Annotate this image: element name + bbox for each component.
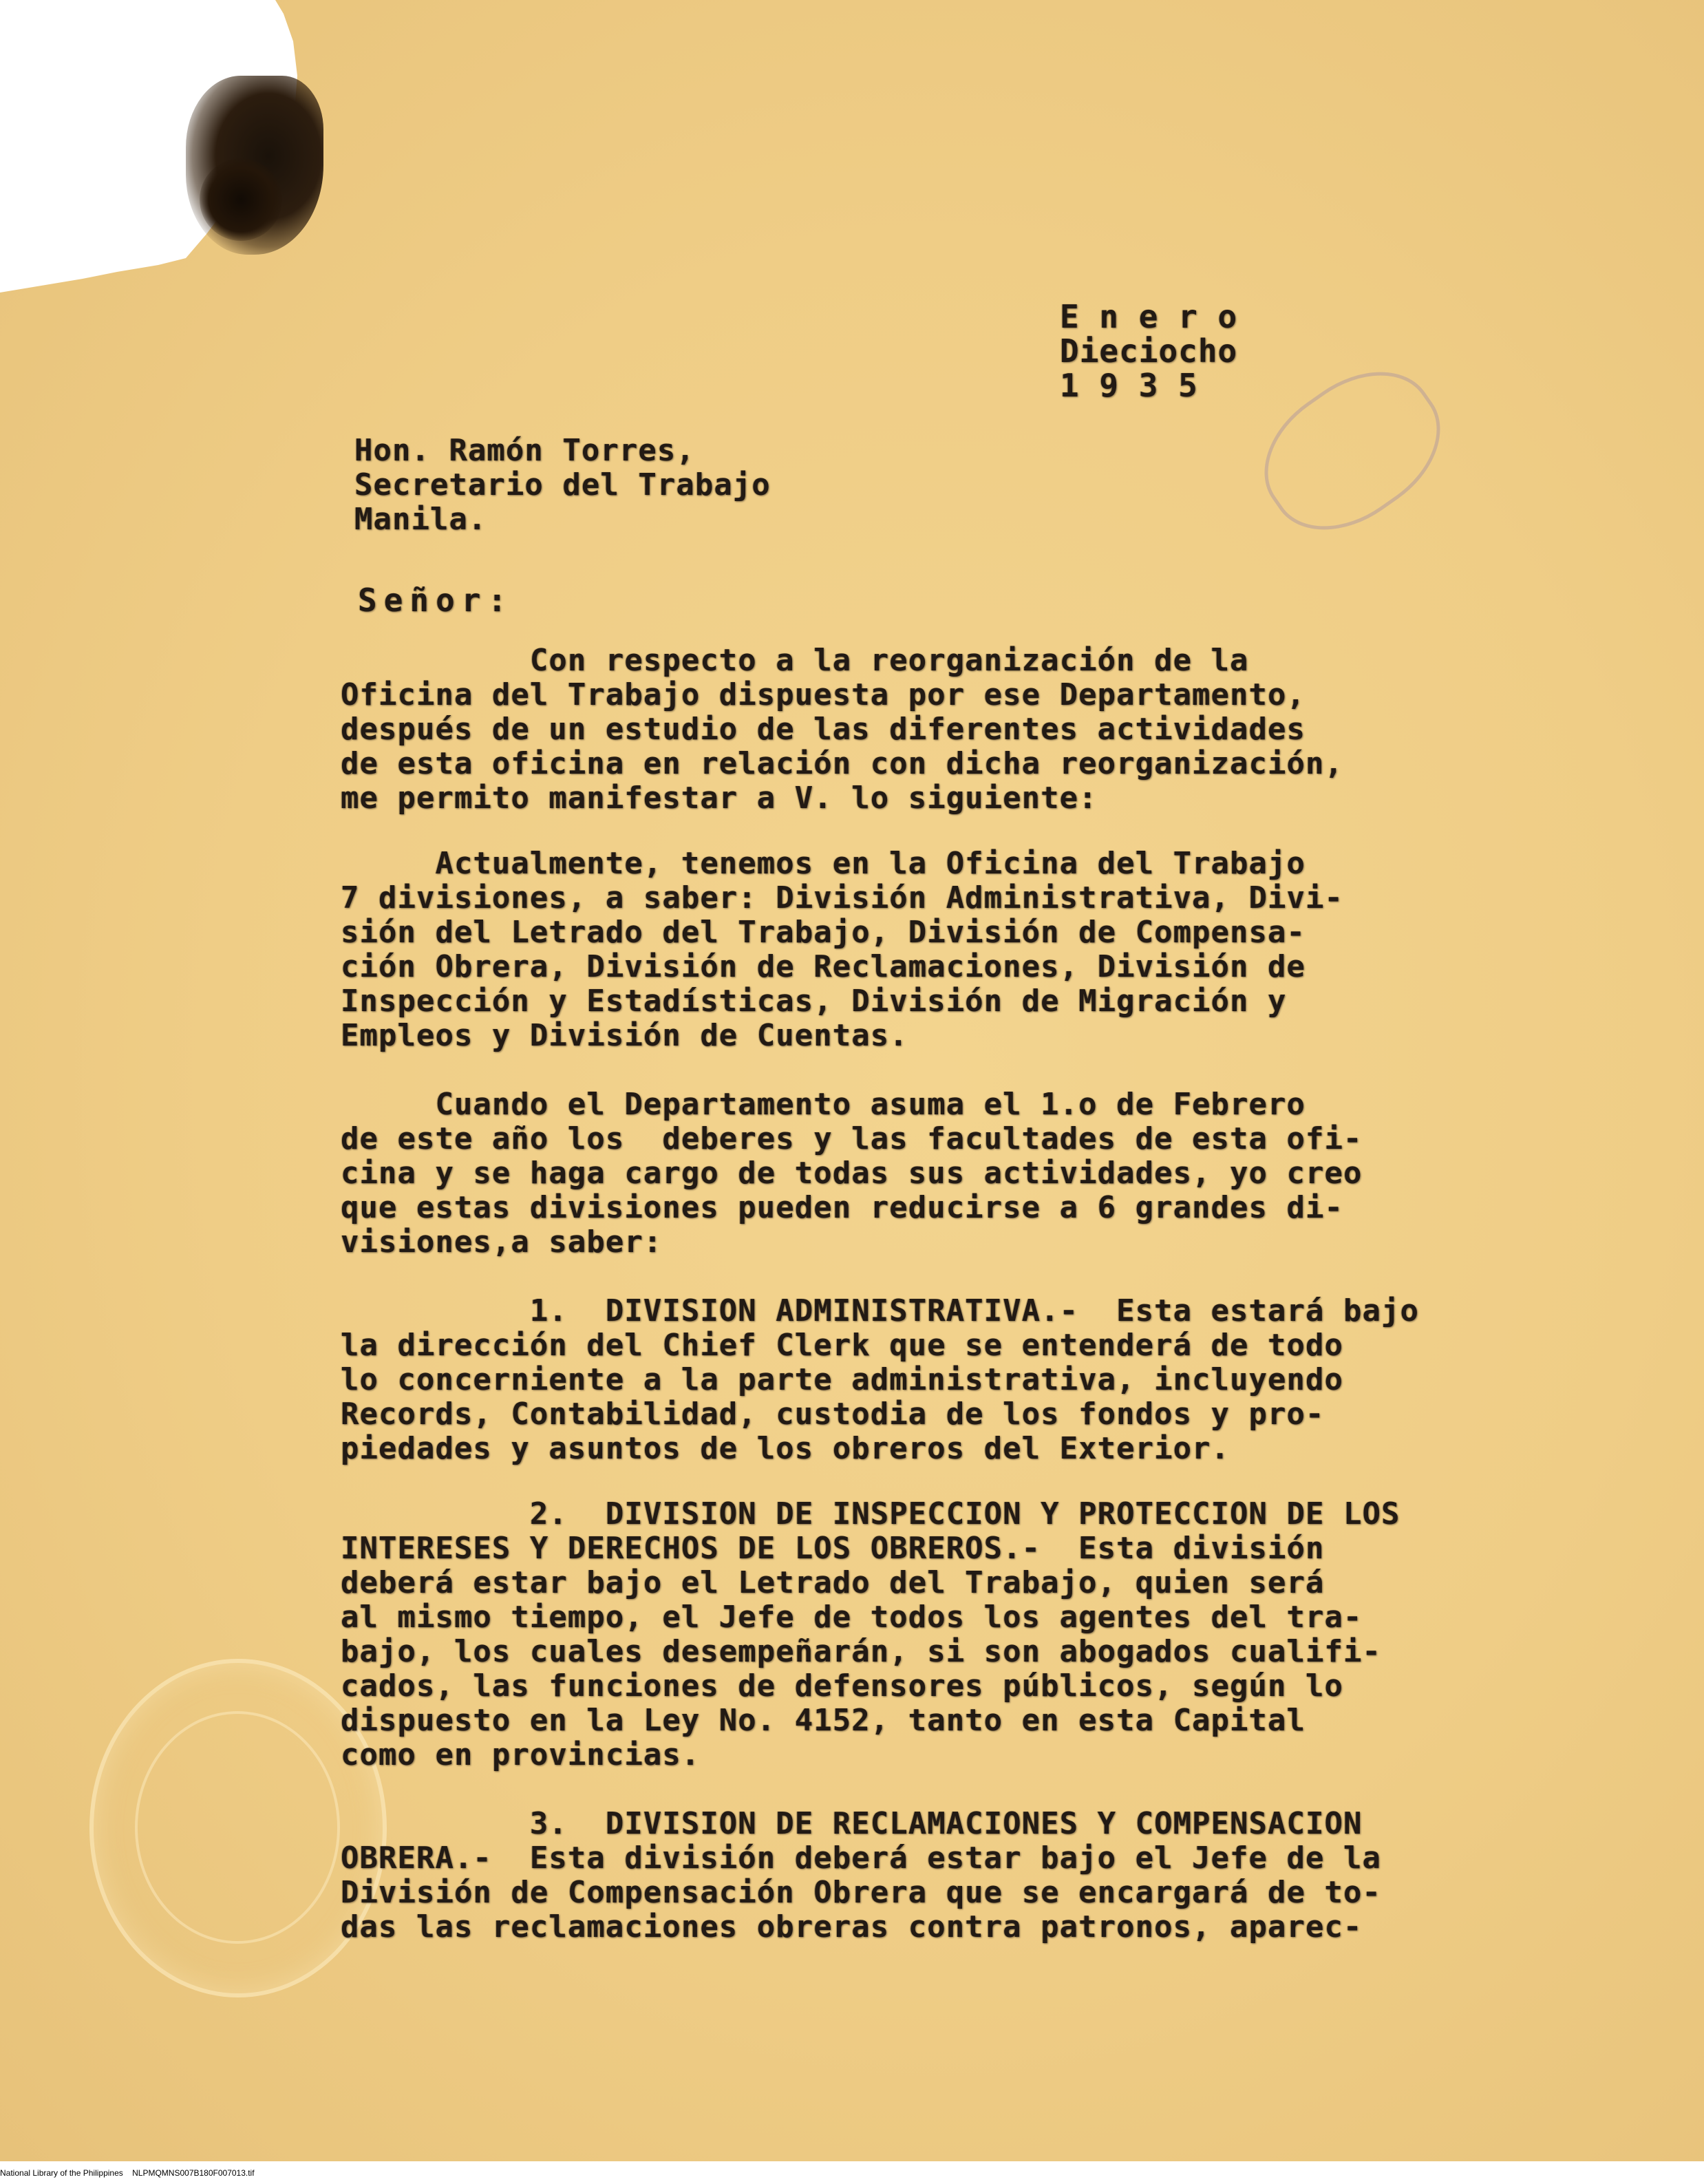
- paragraph-line: sión del Letrado del Trabajo, División de Compensa-: [341, 915, 1306, 950]
- letter-date: [1060, 299, 1237, 403]
- paragraph-line: dispuesto en la Ley No. 4152, tanto en esta Capital: [341, 1703, 1306, 1738]
- paragraph-line: me permito manifestar a V. lo siguiente:: [341, 781, 1098, 816]
- paragraph-line: Actualmente, tenemos en la Oficina del Trabajo: [341, 846, 1306, 881]
- date-month: E n e r o: [1060, 298, 1238, 335]
- paragraph-line: de este año los deberes y las facultades de esta ofi-: [341, 1121, 1363, 1156]
- paragraph-line: 2. DIVISION DE INSPECCION Y PROTECCION DE LOS: [341, 1496, 1401, 1531]
- paragraph-line: Empleos y División de Cuentas.: [341, 1018, 908, 1053]
- item-administrative-division: [341, 1294, 1497, 1466]
- paragraph-line: Con respecto a la reorganización de la: [341, 643, 1249, 678]
- item-claims-division: [341, 1807, 1497, 1944]
- paragraph-line: OBRERA.- Esta división deberá estar bajo el Jefe de la: [341, 1841, 1381, 1876]
- paragraph-line: 1. DIVISION ADMINISTRATIVA.- Esta estará bajo: [341, 1293, 1419, 1328]
- paragraph-line: lo concerniente a la parte administrativa, incluyendo: [341, 1362, 1343, 1397]
- paragraph-line: la dirección del Chief Clerk que se entenderá de todo: [341, 1328, 1343, 1363]
- paragraph-line: visiones,a saber:: [341, 1224, 663, 1260]
- paragraph-reduction: [341, 1088, 1497, 1260]
- paragraph-line: Records, Contabilidad, custodia de los fondos y pro-: [341, 1397, 1325, 1432]
- addressee-title: Secretario del Trabajo: [354, 467, 771, 502]
- date-year: 1 9 3 5: [1060, 367, 1198, 404]
- paragraph-line: después de un estudio de las diferentes actividades: [341, 712, 1306, 747]
- addressee-name: Hon. Ramón Torres,: [354, 433, 695, 468]
- paragraph-line: cados, las funciones de defensores públicos, según lo: [341, 1668, 1343, 1704]
- archive-footer: [0, 2168, 255, 2178]
- paragraph-line: INTERESES Y DERECHOS DE LOS OBREROS.- Esta división: [341, 1531, 1325, 1566]
- date-day: Dieciocho: [1060, 332, 1238, 370]
- paragraph-line: bajo, los cuales desempeñarán, si son abogados cualifi-: [341, 1634, 1381, 1669]
- addressee-city: Manila.: [354, 502, 487, 537]
- salutation: Señor:: [358, 582, 514, 619]
- paragraph-line: como en provincias.: [341, 1737, 701, 1772]
- paragraph-intro: [341, 644, 1497, 816]
- footer-library: National Library of the Philippines: [0, 2168, 123, 2178]
- paragraph-line: 7 divisiones, a saber: División Administrativa, Divi-: [341, 880, 1343, 915]
- paragraph-line: de esta oficina en relación con dicha reorganización,: [341, 746, 1343, 781]
- paragraph-line: que estas divisiones pueden reducirse a 6 grandes di-: [341, 1190, 1343, 1225]
- paragraph-line: División de Compensación Obrera que se encargará de to-: [341, 1875, 1381, 1910]
- paragraph-line: 3. DIVISION DE RECLAMACIONES Y COMPENSACION: [341, 1806, 1363, 1841]
- paragraph-line: deberá estar bajo el Letrado del Trabajo, quien será: [341, 1565, 1325, 1600]
- footer-filename: NLPMQMNS007B180F007013.tif: [132, 2168, 255, 2178]
- paragraph-line: al mismo tiempo, el Jefe de todos los agentes del tra-: [341, 1600, 1363, 1635]
- paragraph-line: piedades y asuntos de los obreros del Exterior.: [341, 1431, 1231, 1466]
- paragraph-divisions: [341, 847, 1497, 1053]
- paragraph-line: Cuando el Departamento asuma el 1.o de Febrero: [341, 1087, 1306, 1122]
- paragraph-line: cina y se haga cargo de todas sus actividades, yo creo: [341, 1156, 1363, 1191]
- paragraph-line: das las reclamaciones obreras contra patronos, aparec-: [341, 1909, 1363, 1944]
- paragraph-line: ción Obrera, División de Reclamaciones, División de: [341, 949, 1306, 984]
- paragraph-line: Oficina del Trabajo dispuesta por ese Departamento,: [341, 677, 1306, 712]
- addressee-block: [354, 434, 771, 537]
- item-inspection-division: [341, 1497, 1497, 1772]
- paragraph-line: Inspección y Estadísticas, División de Migración y: [341, 984, 1287, 1019]
